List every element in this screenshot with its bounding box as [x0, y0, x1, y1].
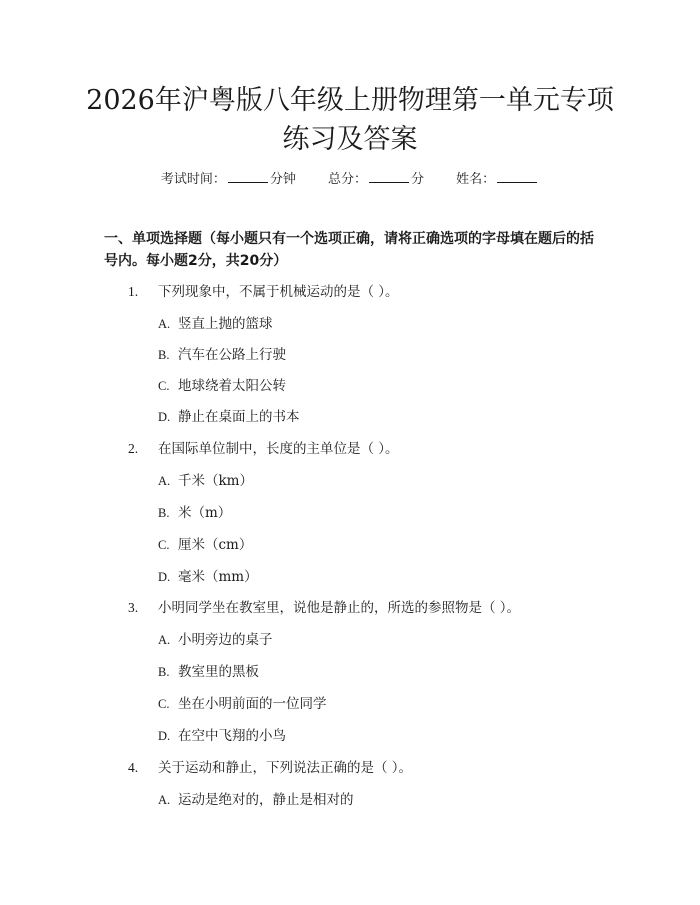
option	[158, 726, 286, 746]
exam-time-blank	[228, 168, 268, 183]
option	[158, 535, 252, 555]
question-number: 1.	[128, 284, 139, 299]
option-letter: A.	[158, 317, 171, 331]
option-text: 教室里的黑板	[178, 664, 259, 680]
option-letter: C.	[158, 697, 170, 711]
option-letter: D.	[158, 570, 171, 584]
exam-time-unit: 分钟	[269, 172, 296, 187]
option-text: 小明旁边的桌子	[178, 632, 273, 648]
option-text: 汽车在公路上行驶	[178, 347, 286, 363]
option	[158, 471, 253, 491]
option-letter: A.	[158, 633, 171, 647]
question-text: 下列现象中，不属于机械运动的是（ ）。	[158, 284, 399, 300]
option-text: 坐在小明前面的一位同学	[178, 696, 327, 712]
option-text: 厘米（cm）	[178, 537, 253, 553]
question-text: 在国际单位制中，长度的主单位是（ ）。	[158, 441, 399, 457]
name-label: 姓名：	[456, 172, 496, 187]
exam-time-label: 考试时间：	[160, 172, 226, 187]
option-text: 千米（km）	[178, 473, 253, 489]
option	[158, 662, 259, 682]
option	[158, 345, 286, 365]
total-score-unit: 分	[411, 172, 425, 187]
name-field	[456, 168, 539, 190]
option	[158, 503, 231, 523]
total-score-label: 总分：	[327, 172, 367, 187]
option-letter: D.	[158, 410, 171, 424]
option	[158, 314, 273, 334]
page-title-line2: 练习及答案	[282, 124, 418, 155]
exam-info-row	[0, 168, 700, 190]
total-score-field	[328, 168, 424, 190]
option-letter: D.	[158, 729, 171, 743]
option-text: 竖直上抛的篮球	[178, 316, 273, 332]
question	[128, 758, 412, 778]
page-title-line1: 2026年沪粤版八年级上册物理第一单元专项	[86, 85, 614, 116]
option-text: 毫米（mm）	[178, 569, 258, 585]
question-number: 2.	[128, 441, 139, 456]
option-text: 地球绕着太阳公转	[178, 378, 286, 394]
question-text: 小明同学坐在教室里，说他是静止的，所选的参照物是（ ）。	[158, 600, 521, 616]
option-letter: B.	[158, 348, 170, 362]
option-letter: C.	[158, 538, 170, 552]
option-letter: B.	[158, 665, 170, 679]
section-heading: 一、单项选择题（每小题只有一个选项正确，请将正确选项的字母填在题后的括号内。每小题2分，共20分）	[104, 231, 594, 269]
name-blank	[497, 168, 537, 183]
option	[158, 630, 273, 650]
total-score-blank	[369, 168, 409, 183]
option-text: 米（m）	[178, 505, 232, 521]
option-letter: A.	[158, 793, 171, 807]
option-text: 静止在桌面上的书本	[178, 409, 300, 425]
option-text: 在空中飞翔的小鸟	[178, 728, 286, 744]
question-text: 关于运动和静止，下列说法正确的是（ ）。	[158, 760, 413, 776]
option	[158, 567, 258, 587]
question-number: 3.	[128, 600, 139, 615]
option	[158, 694, 327, 714]
question	[128, 282, 399, 302]
question	[128, 439, 399, 459]
question-number: 4.	[128, 760, 139, 775]
option	[158, 790, 354, 810]
option-text: 运动是绝对的，静止是相对的	[178, 792, 354, 808]
option	[158, 376, 286, 396]
exam-time-field	[161, 168, 296, 190]
question	[128, 598, 520, 618]
option-letter: C.	[158, 379, 170, 393]
option	[158, 407, 300, 427]
option-letter: A.	[158, 474, 171, 488]
option-letter: B.	[158, 506, 170, 520]
